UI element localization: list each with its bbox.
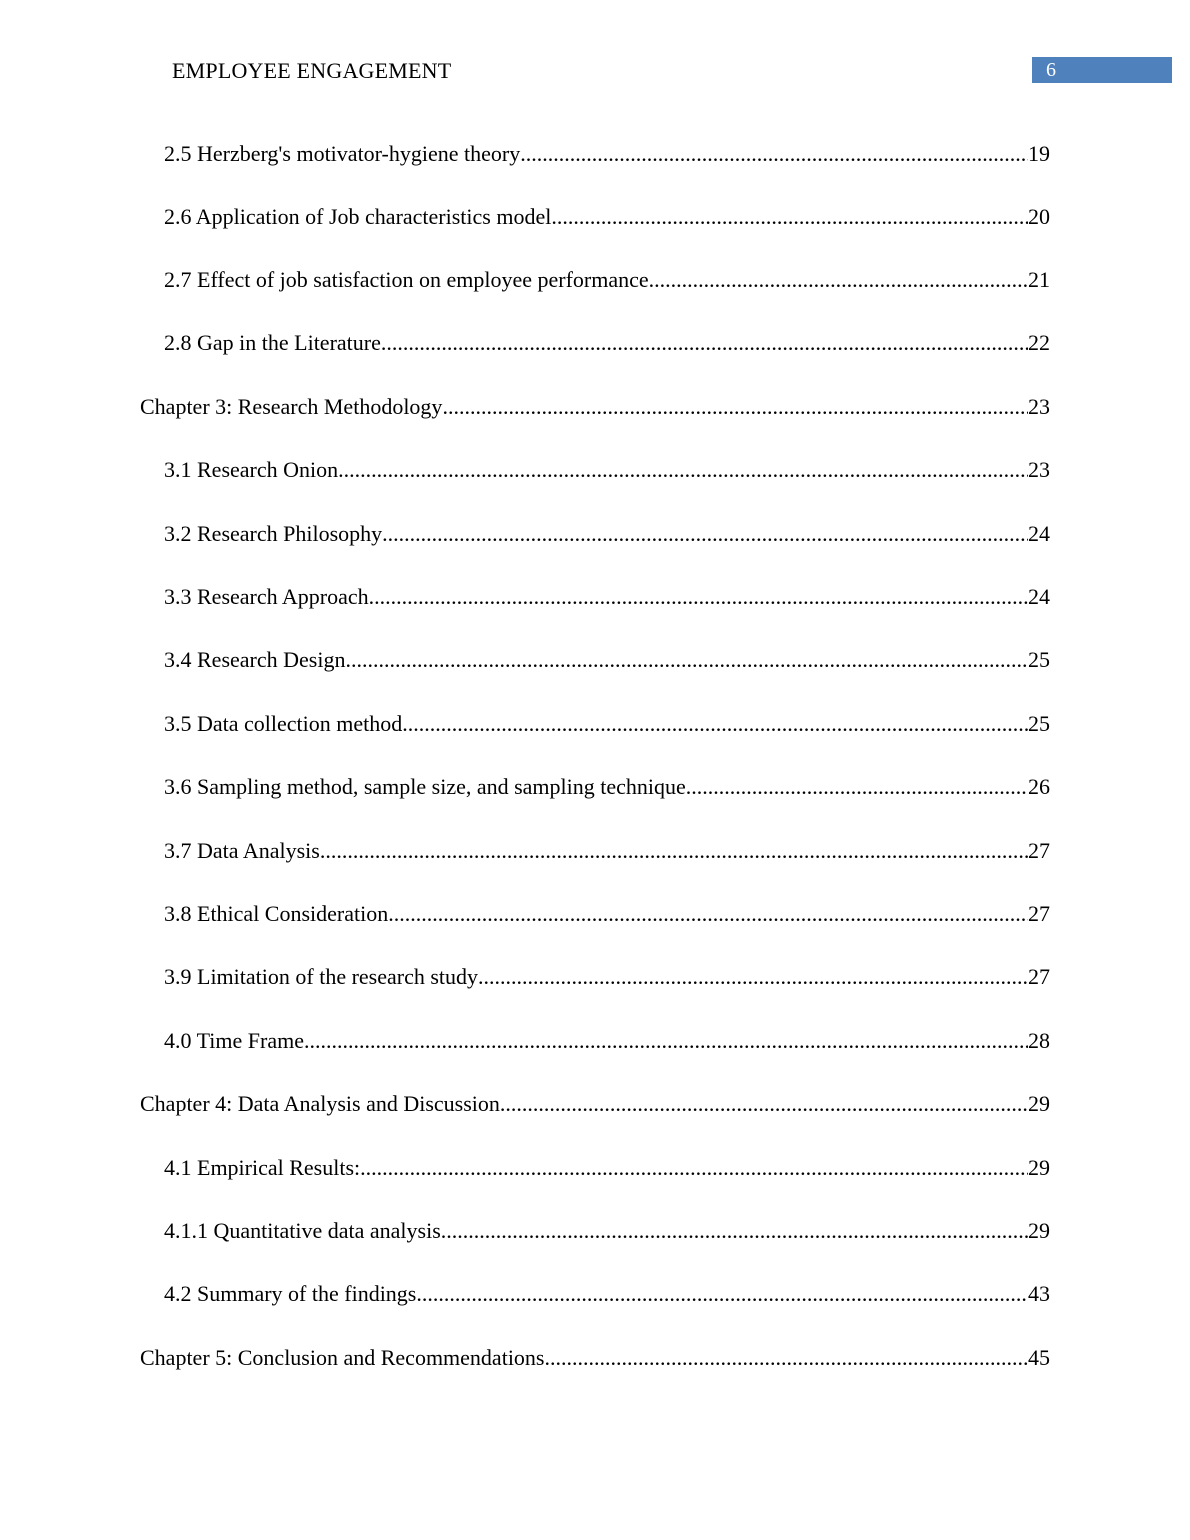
toc-leader-dots [545,1343,1029,1373]
toc-leader-dots [320,836,1028,866]
toc-entry-title: 3.5 Data collection method [164,711,403,736]
toc-chapter-entry[interactable] [140,1343,1050,1373]
toc-entry[interactable] [164,1216,1050,1246]
toc-entry[interactable] [164,1153,1050,1183]
toc-entry[interactable] [164,772,1050,802]
toc-entry-title: 3.6 Sampling method, sample size, and sampling technique [164,774,686,799]
toc-entry-title: Chapter 5: Conclusion and Recommendations [140,1345,545,1370]
toc-entry-title: 3.1 Research Onion [164,457,339,482]
toc-leader-dots [551,202,1028,232]
toc-entry-page: 28 [1028,1028,1050,1053]
toc-leader-dots [388,899,1028,929]
toc-entry[interactable] [164,202,1050,232]
toc-entry-title: 3.3 Research Approach [164,584,369,609]
toc-leader-dots [338,455,1028,485]
toc-entry-page: 23 [1028,457,1050,482]
toc-entry[interactable] [164,645,1050,675]
running-header-title: EMPLOYEE ENGAGEMENT [172,58,452,83]
toc-entry-title: 3.4 Research Design [164,647,346,672]
toc-entry-page: 27 [1028,964,1050,989]
toc-leader-dots [442,392,1028,422]
toc-entry-title: 2.8 Gap in the Literature [164,330,381,355]
toc-entry-page: 20 [1028,204,1050,229]
page-number: 6 [1046,59,1056,81]
toc-entry-title: 4.1.1 Quantitative data analysis [164,1218,441,1243]
toc-entry[interactable] [164,836,1050,866]
toc-entry-page: 29 [1028,1155,1050,1180]
toc-leader-dots [686,772,1028,802]
toc-entry-title: 2.5 Herzberg's motivator-hygiene theory [164,141,521,166]
toc-entry[interactable] [164,899,1050,929]
toc-entry[interactable] [164,709,1050,739]
toc-entry-title: 4.0 Time Frame [164,1028,304,1053]
toc-entry-title: 2.6 Application of Job characteristics model [164,204,552,229]
toc-entry[interactable] [164,1279,1050,1309]
toc-entry-page: 19 [1028,141,1050,166]
toc-entry[interactable] [164,582,1050,612]
toc-leader-dots [381,328,1028,358]
toc-entry-title: 4.1 Empirical Results: [164,1155,361,1180]
toc-entry-title: 3.7 Data Analysis [164,838,320,863]
toc-leader-dots [500,1089,1028,1119]
toc-chapter-entry[interactable] [140,1089,1050,1119]
toc-entry-title: Chapter 4: Data Analysis and Discussion [140,1091,500,1116]
toc-entry-title: 2.7 Effect of job satisfaction on employee performance [164,267,649,292]
toc-entry[interactable] [164,328,1050,358]
toc-leader-dots [304,1026,1028,1056]
toc-entry-page: 23 [1028,394,1050,419]
toc-entry-title: 3.8 Ethical Consideration [164,901,389,926]
toc-entry[interactable] [164,455,1050,485]
toc-entry-page: 27 [1028,838,1050,863]
toc-leader-dots [416,1279,1028,1309]
toc-entry-page: 29 [1028,1091,1050,1116]
toc-entry-page: 27 [1028,901,1050,926]
toc-entry[interactable] [164,1026,1050,1056]
toc-entry-title: 3.2 Research Philosophy [164,521,383,546]
page-number-badge [1032,57,1172,83]
toc-entry-title: Chapter 3: Research Methodology [140,394,443,419]
toc-leader-dots [345,645,1028,675]
toc-leader-dots [382,519,1028,549]
toc-entry[interactable] [164,519,1050,549]
toc-entry[interactable] [164,962,1050,992]
toc-entry-page: 25 [1028,647,1050,672]
toc-entry-page: 21 [1028,267,1050,292]
toc-entry-page: 25 [1028,711,1050,736]
toc-chapter-entry[interactable] [140,392,1050,422]
toc-leader-dots [402,709,1028,739]
toc-leader-dots [520,139,1028,169]
toc-entry[interactable] [164,139,1050,169]
toc-leader-dots [441,1216,1028,1246]
toc-entry-page: 22 [1028,330,1050,355]
toc-entry-page: 43 [1028,1281,1050,1306]
toc-entry-page: 24 [1028,584,1050,609]
toc-entry-page: 45 [1028,1345,1050,1370]
toc-entry-page: 24 [1028,521,1050,546]
toc-leader-dots [478,962,1028,992]
toc-leader-dots [369,582,1028,612]
toc-entry-page: 29 [1028,1218,1050,1243]
toc-entry-page: 26 [1028,774,1050,799]
toc-entry-title: 3.9 Limitation of the research study [164,964,479,989]
toc-entry-title: 4.2 Summary of the findings [164,1281,417,1306]
toc-leader-dots [649,265,1028,295]
toc-leader-dots [360,1153,1028,1183]
toc-entry[interactable] [164,265,1050,295]
